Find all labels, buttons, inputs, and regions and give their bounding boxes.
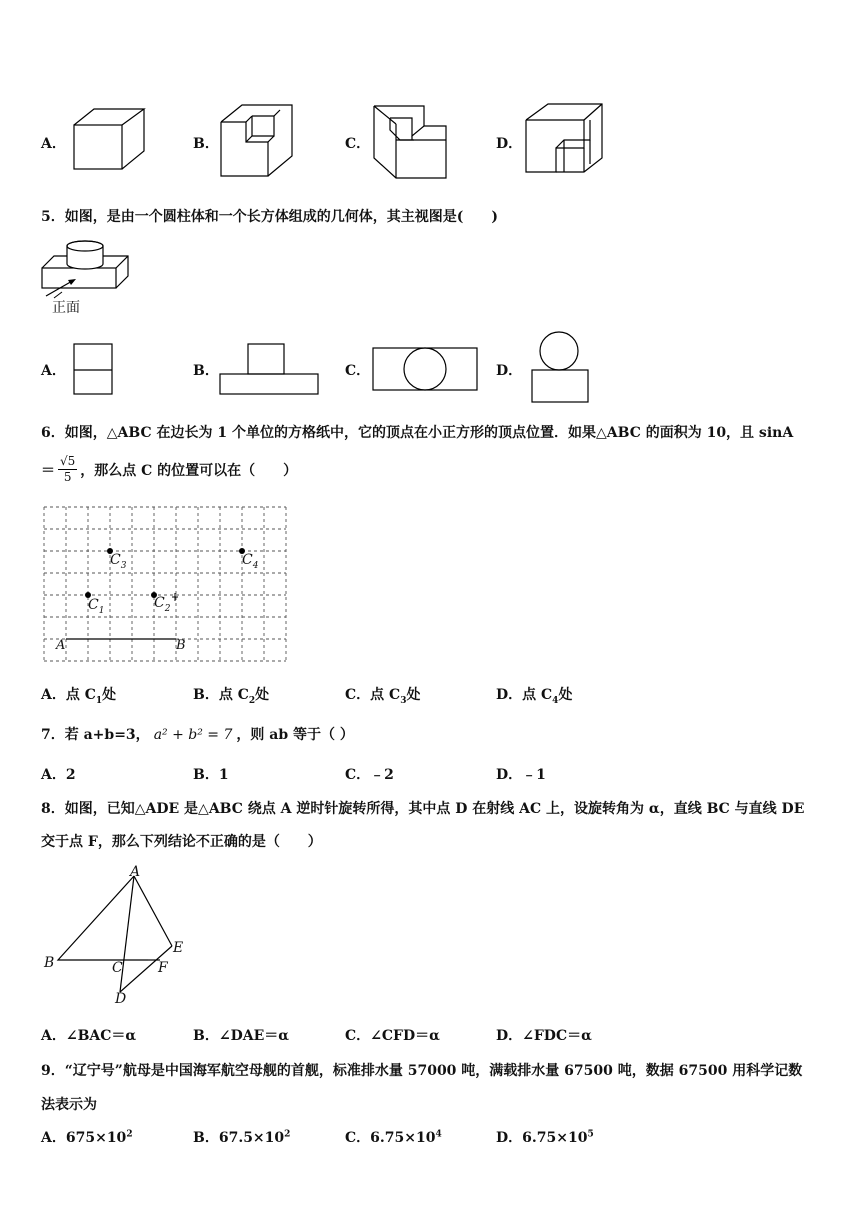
q9-stem-line2: 法表示为	[41, 1097, 97, 1113]
q8-option-a: A．∠BAC＝α	[41, 1028, 137, 1044]
q4-option-c-label: C．	[345, 136, 371, 152]
q4-figure-a-cube	[70, 105, 150, 175]
q5-figure-a	[72, 342, 116, 398]
q8-option-c: C．∠CFD＝α	[345, 1028, 440, 1044]
q4-option-b-label: B．	[193, 136, 219, 152]
q4-option-a-label: A．	[41, 136, 66, 152]
q7-option-b: B．1	[193, 767, 229, 783]
q8-stem-line1: 8．如图，已知△ADE 是△ABC 绕点 A 逆时针旋转所得，其中点 D 在射线 AC 上，设旋转角为 α，直线 BC 与直线 DE	[41, 801, 805, 817]
q6-label-c3: $C_3$	[110, 552, 127, 571]
q4-option-d-label: D．	[496, 136, 523, 152]
q7-option-d: D．﹣1	[496, 767, 546, 783]
q6-stem-line1: 6．如图，△ABC 在边长为 1 个单位的方格纸中，它的顶点在小正方形的顶点位置．如果△ABC 的面积为 10，且 sinA	[41, 425, 794, 441]
q7-stem	[41, 724, 354, 744]
q6-option-c: C．点 $C_3$处	[345, 687, 421, 706]
q8-option-d: D．∠FDC＝α	[496, 1028, 592, 1044]
q8-label-c: C	[112, 960, 123, 976]
q7-option-a: A．2	[41, 767, 76, 783]
q8-label-e: E	[173, 940, 184, 956]
q4-figure-b-notched-cube	[218, 100, 298, 180]
q5-front-label: 正面	[52, 300, 80, 316]
q8-label-b: B	[44, 955, 55, 971]
q6-option-d: D．点 $C_4$处	[496, 687, 573, 706]
q8-label-a: A	[130, 864, 141, 880]
q5-stem: 5．如图，是由一个圆柱体和一个长方体组成的几何体，其主视图是( )	[41, 209, 498, 225]
q9-option-d: D．$6.75\times 10^5$	[496, 1129, 594, 1146]
q5-option-a-label: A．	[41, 363, 66, 379]
q6-label-b: B	[176, 638, 186, 653]
q9-option-a: A．$675\times 10^2$	[41, 1129, 133, 1146]
q6-fraction-numerator: √5	[60, 454, 76, 468]
q8-stem-line2: 交于点 F，那么下列结论不正确的是（ ）	[41, 834, 322, 850]
q9-stem-line1: 9．“辽宁号”航母是中国海军航空母舰的首舰，标准排水量 57000 吨，满载排水量 67500 吨，数据 67500 用科学记数	[41, 1063, 803, 1079]
q6-option-b: B．点 $C_2$处	[193, 687, 270, 706]
q6-label-c1: $C_1$	[88, 597, 105, 616]
q9-option-b: B．$67.5\times 10^2$	[193, 1129, 291, 1146]
q5-figure-b	[218, 342, 322, 398]
q4-figure-c-notched-cube	[370, 100, 450, 184]
q7-formula: a² + b² = 7	[153, 727, 233, 743]
q7-stem-post: ，则 ab 等于（ ）	[236, 727, 354, 743]
q6-label-c4: $C_4$	[242, 552, 259, 571]
q7-option-c: C．﹣2	[345, 767, 394, 783]
q6-stem-line2	[41, 454, 297, 485]
q9-option-c: C．$6.75\times 10^4$	[345, 1129, 442, 1146]
q8-label-f: F	[158, 960, 168, 976]
q6-label-a: A	[56, 638, 66, 653]
q5-figure-c	[371, 346, 481, 394]
q6-stem-tail: ，那么点 C 的位置可以在（ ）	[80, 462, 298, 479]
q7-stem-pre: 7．若 a+b=3，	[41, 727, 150, 743]
q5-option-d-label: D．	[496, 363, 523, 379]
q6-fraction	[58, 454, 77, 485]
q8-option-b: B．∠DAE＝α	[193, 1028, 290, 1044]
q8-label-d: D	[115, 991, 127, 1007]
q6-option-a: A．点 $C_1$处	[41, 687, 117, 706]
q6-grid-figure	[44, 507, 288, 663]
q5-option-c-label: C．	[345, 363, 371, 379]
q5-option-b-label: B．	[193, 363, 219, 379]
q6-label-c2: $C_2$	[154, 595, 171, 614]
q5-figure-d	[530, 330, 592, 404]
q6-fraction-denominator: 5	[63, 470, 72, 484]
q6-equals: ＝	[41, 462, 55, 479]
q4-figure-d-notched-cube	[522, 100, 606, 178]
